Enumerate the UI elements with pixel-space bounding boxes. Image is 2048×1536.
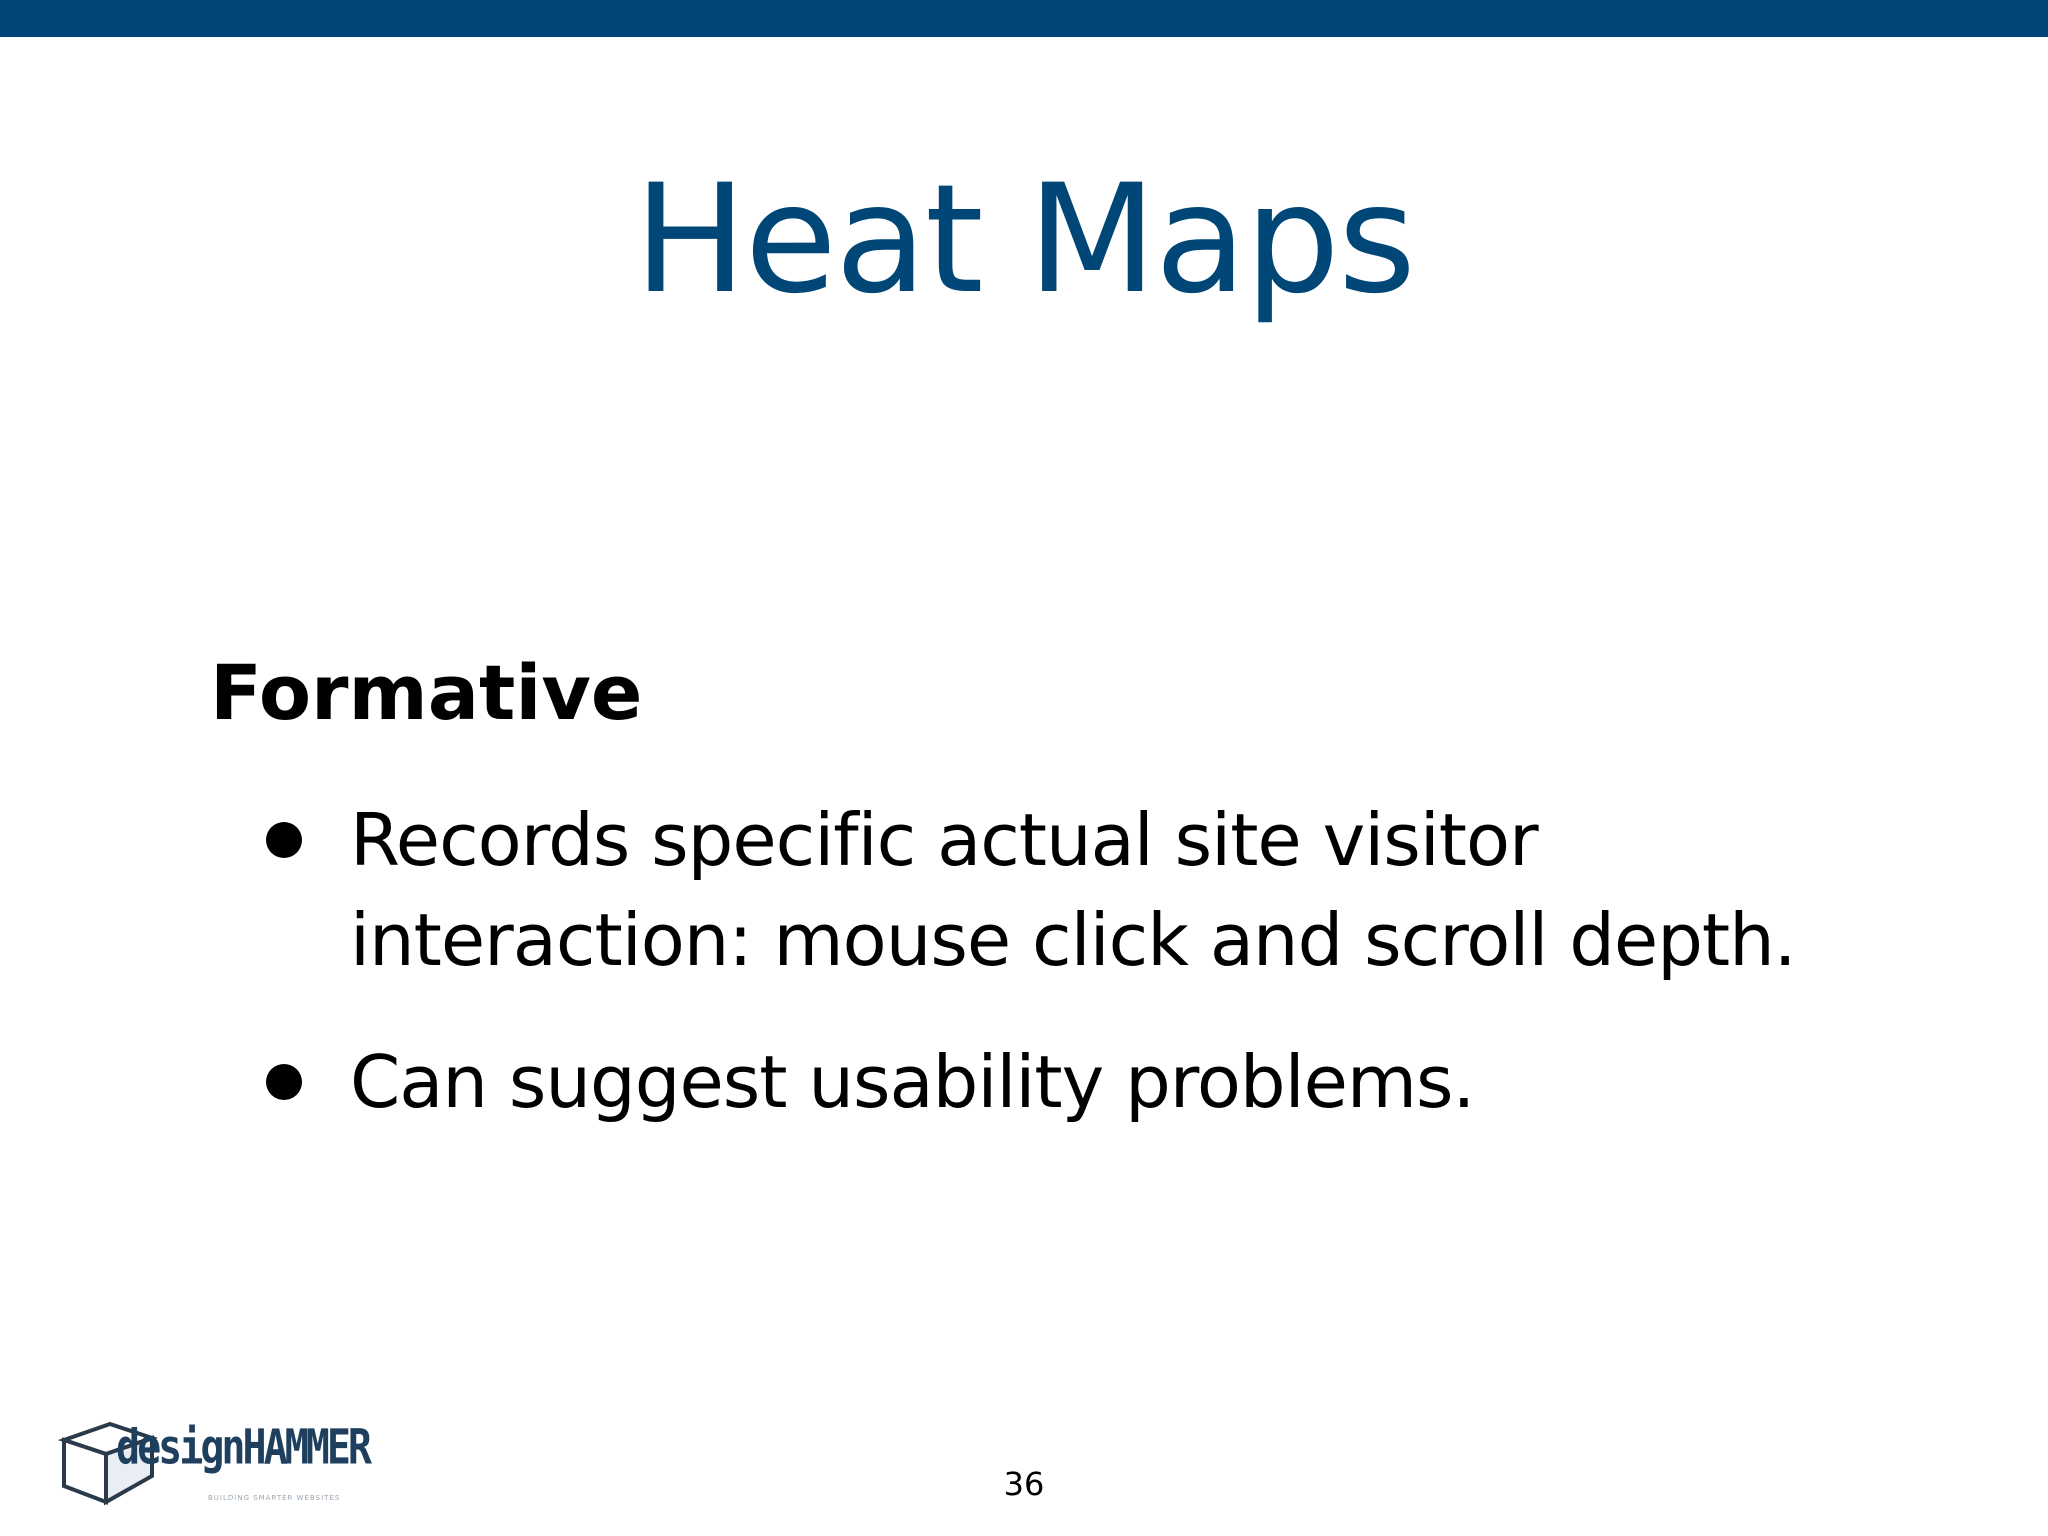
slide-title: Heat Maps bbox=[633, 153, 1415, 327]
section-heading: Formative bbox=[210, 648, 643, 737]
bullet-icon bbox=[266, 1064, 302, 1100]
bullet-icon bbox=[266, 822, 302, 858]
bullet-text: Can suggest usability problems. bbox=[350, 1040, 1475, 1124]
bullet-text: Records specific actual site visitor interaction: mouse click and scroll depth. bbox=[350, 798, 1796, 982]
page-number: 36 bbox=[1003, 1465, 1045, 1503]
logo-tagline: BUILDING SMARTER WEBSITES bbox=[208, 1494, 341, 1502]
bullet-item bbox=[262, 1032, 1862, 1132]
bullet-item bbox=[262, 790, 1862, 990]
logo-wordmark: designHAMMER bbox=[116, 1420, 369, 1476]
bullet-list bbox=[262, 790, 1862, 1174]
top-accent-bar bbox=[0, 0, 2048, 37]
